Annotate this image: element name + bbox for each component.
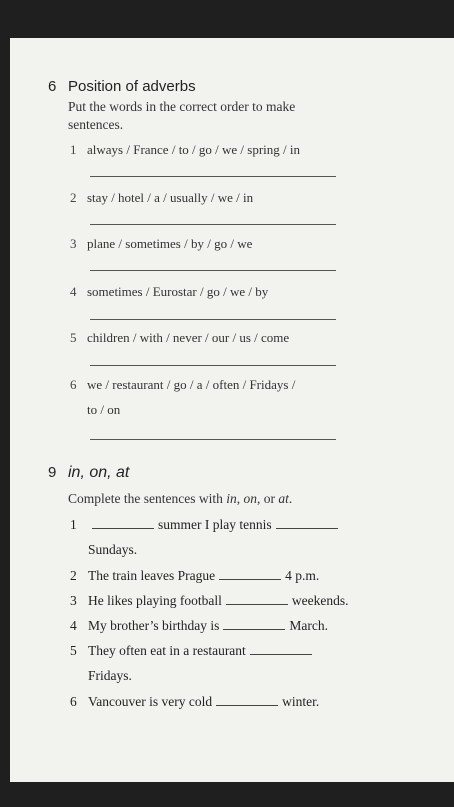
item-number: 4 [70,618,77,633]
sentence-end: weekends. [291,593,349,608]
word-at: at [278,491,289,506]
answer-line[interactable] [90,224,336,225]
answer-line[interactable] [90,270,336,271]
answer-blank[interactable] [223,619,285,630]
answer-line[interactable] [90,319,336,320]
item-number: 1 [70,142,77,157]
answer-line[interactable] [90,439,336,440]
word-list: always / France / to / go / we / spring / in [87,142,301,157]
word-list: stay / hotel / a / usually / we / in [87,190,254,205]
sentence-text: The train leaves Prague [88,568,216,583]
sentence-text: He likes playing football [88,593,222,608]
answer-blank[interactable] [276,518,338,529]
section-6-title: Position of adverbs [68,78,196,95]
gap-sentence [88,643,316,659]
sentence-continued: Sundays. [88,542,138,557]
gap-sentence [88,517,342,533]
answer-blank[interactable] [92,518,154,529]
answer-line[interactable] [90,176,336,177]
gap-sentence [88,568,319,584]
item-number: 2 [70,568,77,583]
section-9-number: 9 [48,464,57,481]
item-number: 4 [70,284,77,299]
sentence-end: 4 p.m. [285,568,320,583]
item-number: 6 [70,377,77,392]
item-number: 3 [70,236,77,251]
sentence-text: Vancouver is very cold [88,694,213,709]
answer-line[interactable] [90,365,336,366]
worksheet-page [10,38,454,782]
sentence-text: They often eat in a restaurant [88,643,246,658]
sentence-end: winter. [282,694,320,709]
word-on: on [243,491,257,506]
section-6-instruction: Put the words in the correct order to make sentences. [68,99,296,132]
sentence-text: My brother’s birthday is [88,618,220,633]
answer-blank[interactable] [250,644,312,655]
sentence-continued: Fridays. [88,668,132,683]
answer-blank[interactable] [219,569,281,580]
word-list: plane / sometimes / by / go / we [87,236,253,251]
gap-sentence [88,593,348,609]
section-6-number: 6 [48,78,57,95]
answer-blank[interactable] [216,695,278,706]
word-in: in [226,491,237,506]
section-9-title: in, on, at [68,464,130,481]
item-number: 2 [70,190,77,205]
item-number: 1 [70,517,77,532]
word-list-continued: to / on [87,402,121,417]
item-number: 5 [70,330,77,345]
word-list: sometimes / Eurostar / go / we / by [87,284,269,299]
answer-blank[interactable] [226,594,288,605]
word-list: we / restaurant / go / a / often / Fridays / [87,377,296,392]
section-9-instruction: Complete the sentences with in, on, or at. [68,491,293,506]
item-number: 3 [70,593,77,608]
sentence-end: March. [289,618,328,633]
item-number: 6 [70,694,77,709]
sentence-text: summer I play tennis [158,517,272,532]
gap-sentence [88,618,328,634]
word-list: children / with / never / our / us / come [87,330,290,345]
instruction-text: Complete the sentences with [68,491,227,506]
item-number: 5 [70,643,77,658]
gap-sentence [88,694,319,710]
